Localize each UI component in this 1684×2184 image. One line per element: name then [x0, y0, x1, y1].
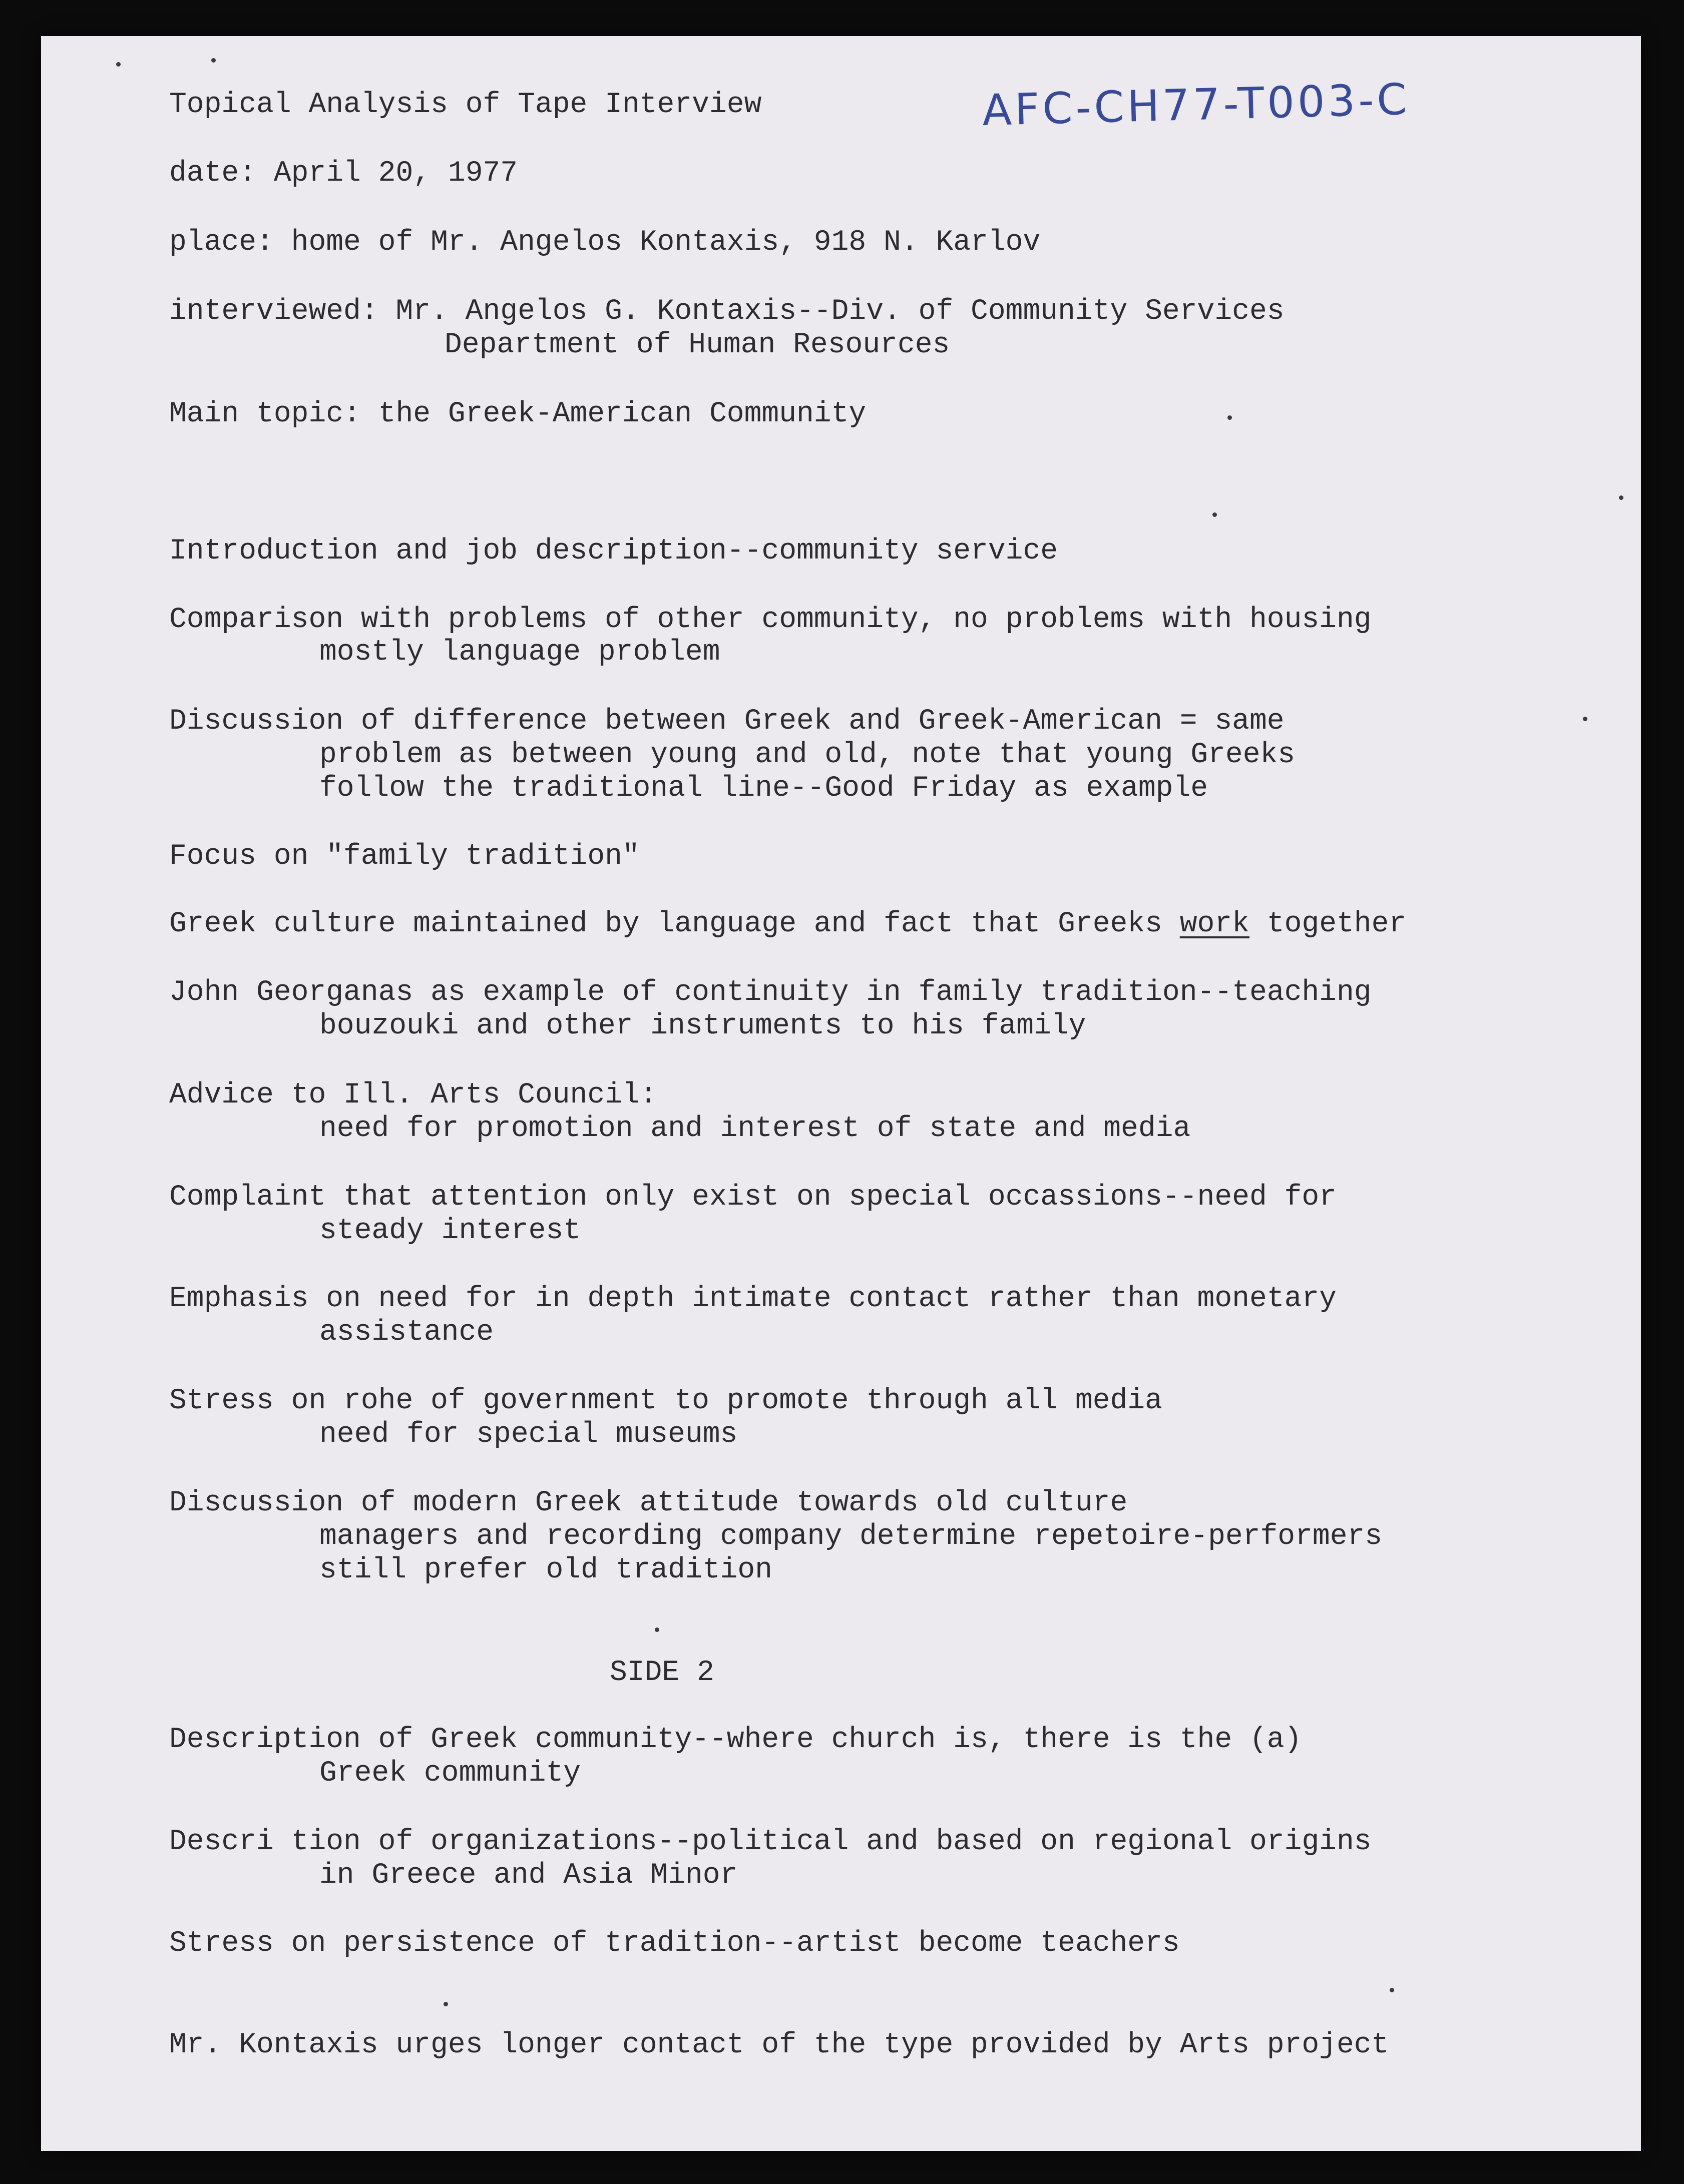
- topic-item-continuation: steady interest: [319, 1215, 581, 1247]
- topic-text: Greek culture maintained by language and fact that Greeks: [169, 908, 1180, 940]
- paper-speck: [1212, 512, 1217, 517]
- topic-item: Stress on persistence of tradition--artist become teachers: [169, 1927, 1180, 1960]
- topic-item: John Georganas as example of continuity in family tradition--teaching: [169, 976, 1372, 1009]
- topic-item: Stress on rohe of government to promote through all media: [169, 1385, 1162, 1417]
- topic-item: Comparison with problems of other community, no problems with housing: [169, 604, 1372, 636]
- paper-speck: [1583, 717, 1587, 721]
- place-line: place: home of Mr. Angelos Kontaxis, 918 N. Karlov: [169, 226, 1041, 259]
- topic-item-continuation: still prefer old tradition: [319, 1554, 772, 1586]
- topic-item: Advice to Ill. Arts Council:: [169, 1079, 657, 1112]
- topic-item-continuation: need for promotion and interest of state and media: [319, 1113, 1191, 1145]
- topic-item-continuation: Greek community: [319, 1757, 581, 1790]
- topic-item: Descri tion of organizations--political and based on regional origins: [169, 1826, 1372, 1858]
- topic-item: Mr. Kontaxis urges longer contact of the type provided by Arts project: [169, 2029, 1389, 2061]
- topic-item-continuation: need for special museums: [319, 1418, 738, 1451]
- paper-speck: [116, 62, 121, 67]
- topic-item: [169, 907, 1406, 941]
- paper-speck: [444, 2002, 448, 2006]
- topic-item: Discussion of modern Greek attitude towards old culture: [169, 1487, 1128, 1519]
- paper-speck: [211, 58, 216, 63]
- topic-item: Emphasis on need for in depth intimate contact rather than monetary: [169, 1283, 1337, 1315]
- side-2-heading: SIDE 2: [610, 1657, 714, 1689]
- topic-item-continuation: mostly language problem: [319, 636, 720, 669]
- document-page: [41, 36, 1641, 2151]
- topic-item-continuation: managers and recording company determine repetoire-performers: [319, 1520, 1383, 1553]
- topic-item: Discussion of difference between Greek and Greek-American = same: [169, 705, 1285, 738]
- paper-speck: [1390, 1988, 1394, 1992]
- topic-item: Introduction and job description--community service: [169, 535, 1058, 568]
- document-title: Topical Analysis of Tape Interview: [169, 89, 762, 121]
- paper-speck: [1227, 415, 1232, 420]
- topic-text: together: [1249, 908, 1407, 940]
- date-line: date: April 20, 1977: [169, 157, 518, 190]
- topic-item-continuation: in Greece and Asia Minor: [319, 1859, 738, 1892]
- topic-item: Focus on "family tradition": [169, 840, 640, 873]
- topic-item-continuation: follow the traditional line--Good Friday as example: [319, 772, 1208, 805]
- topic-item: Complaint that attention only exist on special occassions--need for: [169, 1181, 1337, 1214]
- topic-item-continuation: assistance: [319, 1316, 494, 1349]
- interviewed-line: interviewed: Mr. Angelos G. Kontaxis--Div. of Community Services: [169, 295, 1285, 328]
- topic-item: Description of Greek community--where church is, there is the (a): [169, 1724, 1302, 1756]
- interviewed-department: Department of Human Resources: [445, 329, 950, 361]
- topic-item-continuation: problem as between young and old, note that young Greeks: [319, 739, 1296, 771]
- topic-item-continuation: bouzouki and other instruments to his family: [319, 1010, 1086, 1042]
- underlined-word: work: [1179, 908, 1249, 940]
- paper-speck: [1619, 495, 1623, 500]
- paper-speck: [655, 1627, 659, 1632]
- main-topic-line: Main topic: the Greek-American Community: [169, 398, 867, 430]
- catalog-number-handwritten: AFC-CH77-T003-C: [981, 74, 1411, 136]
